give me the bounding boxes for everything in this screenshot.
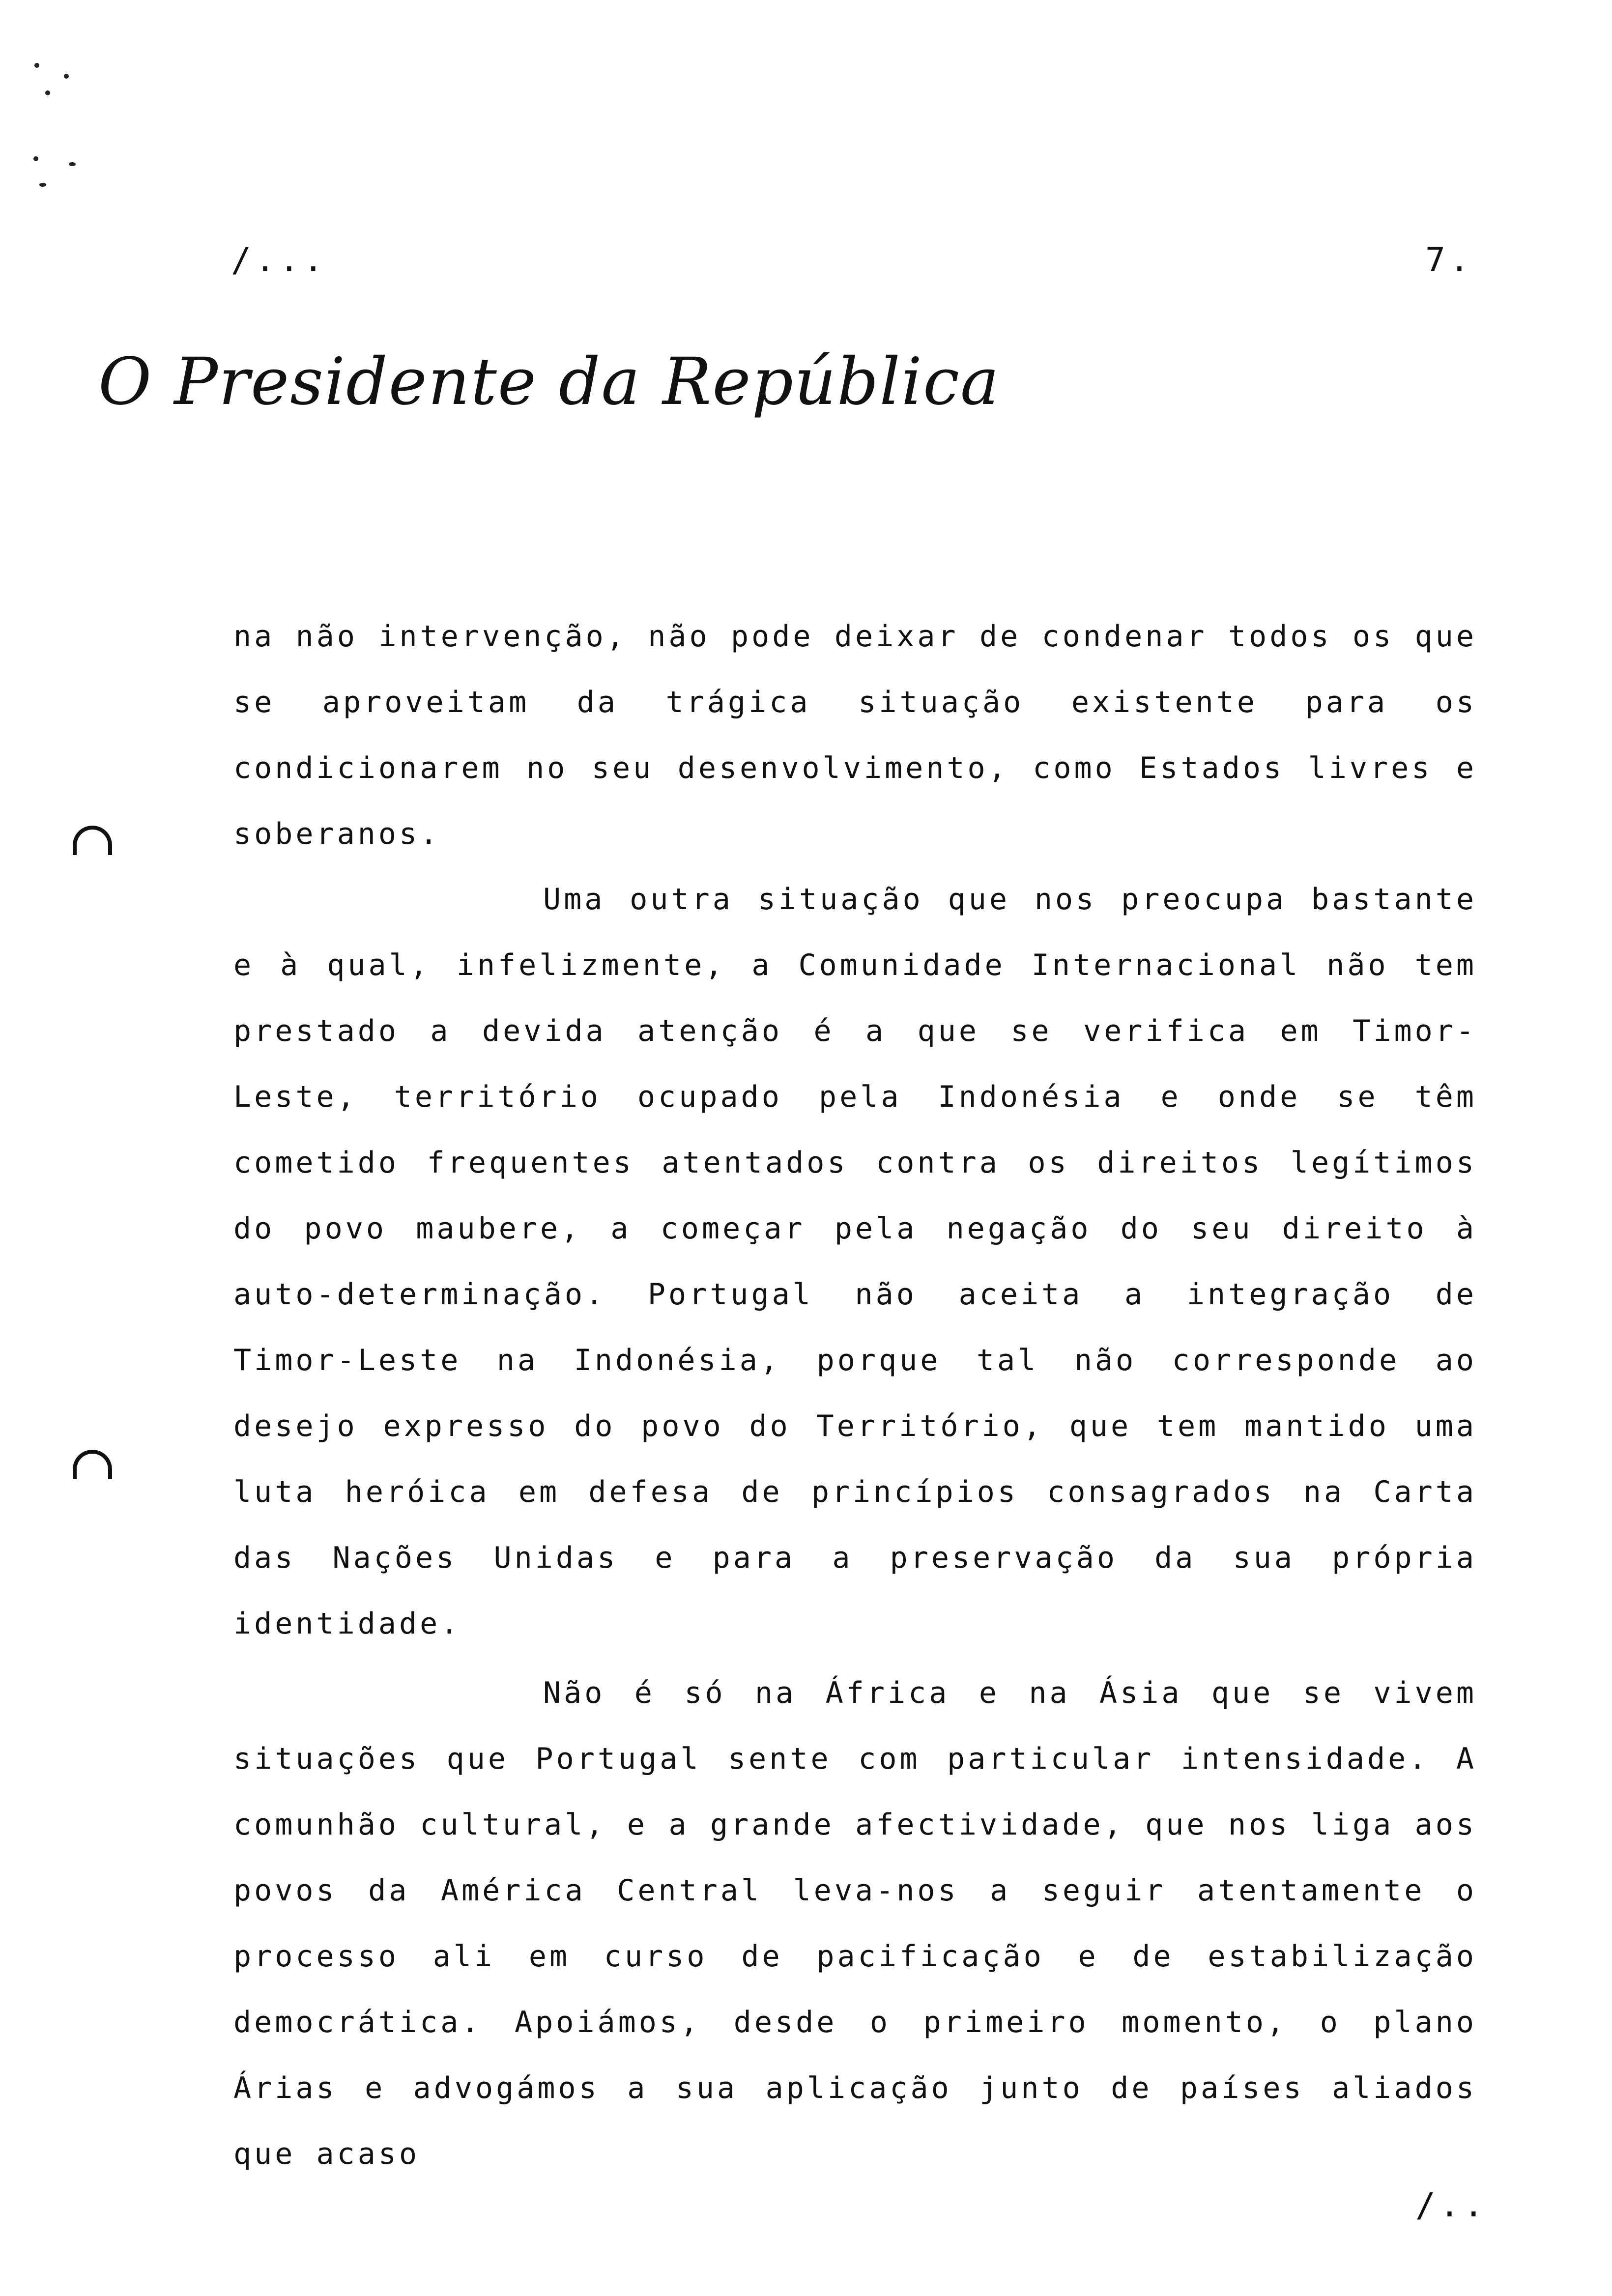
scan-speck — [39, 183, 46, 187]
paragraph-2-container — [233, 866, 1477, 1657]
punch-hole-mark — [73, 826, 112, 855]
paragraph-3: Não é só na África e na Ásia que se vivem situações que Portugal sente com particular intensidade. A comunhão cultural, e a grande afectividade, que nos liga aos povos da América Central leva-nos a seguir atentamente o processo ali em curso de pacificação e de estabilização democrática. Apoiámos, desde o primeiro momento, o plano Árias e advogámos a sua aplicação junto de países aliados que acaso — [233, 1676, 1477, 2171]
paragraph-3-container — [233, 1660, 1477, 2187]
footer-continuation-mark: /.. — [1415, 2186, 1488, 2225]
punch-hole-mark — [73, 1450, 112, 1479]
page-number: 7. — [1425, 241, 1473, 280]
paragraph-1-container — [233, 603, 1477, 867]
paragraph-2: Uma outra situação que nos preocupa bastante e à qual, infelizmente, a Comunidade Internacional não tem prestado a devida atenção é a que se verifica em Timor-Leste, território ocupado pela Indonésia e onde se têm cometido frequentes atentados contra os direitos legítimos do povo maubere, a começar pela negação do seu direito à auto-determinação. Portugal não aceita a integração de Timor-Leste na Indonésia, porque tal não corresponde ao desejo expresso do povo do Território, que tem mantido uma luta heróica em defesa de princípios consagrados na Carta das Nações Unidas e para a preservação da sua própria identidade. — [233, 882, 1477, 1641]
scan-speck — [33, 156, 38, 161]
scan-speck — [34, 63, 39, 68]
scan-speck — [45, 90, 50, 95]
paragraph-1: na não intervenção, não pode deixar de condenar todos os que se aproveitam da trágica situação existente para os condicionarem no seu desenvolvimento, como Estados livres e soberanos. — [233, 619, 1477, 851]
scan-speck — [64, 74, 69, 79]
letterhead-title: O Presidente da República — [98, 344, 1000, 420]
scan-speck — [69, 162, 76, 166]
header-continuation-mark: /... — [231, 241, 327, 280]
